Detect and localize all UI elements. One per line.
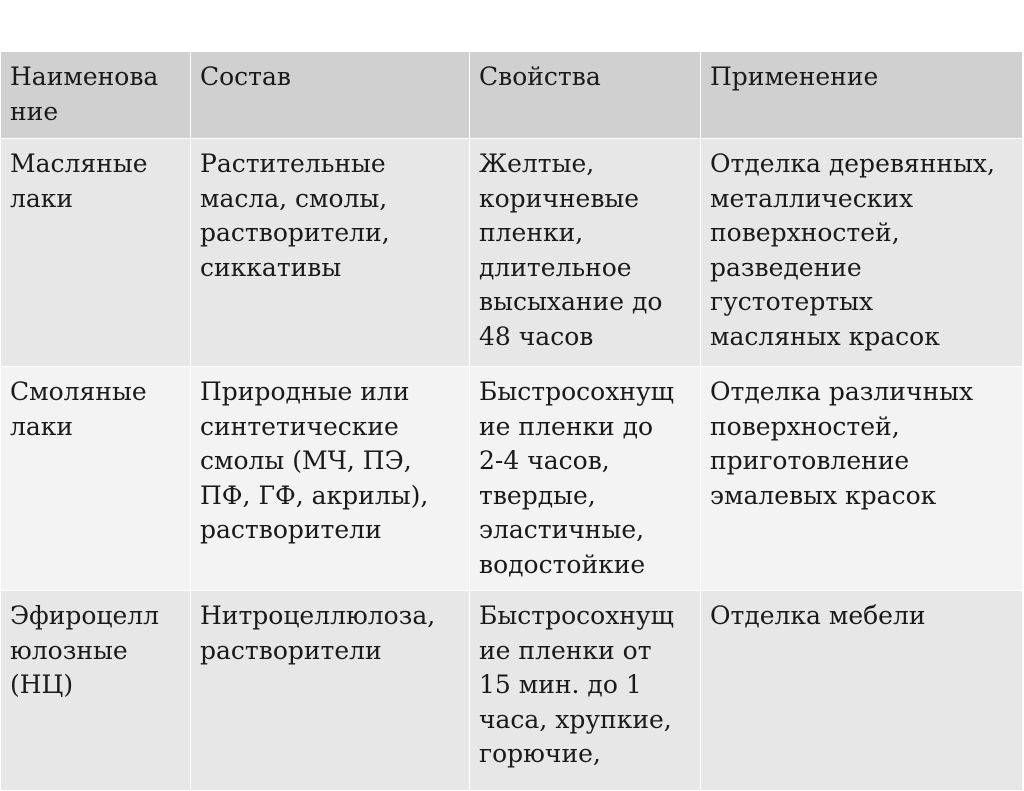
cell-composition: Нитроцеллюлоза, растворители: [191, 591, 470, 791]
cell-properties: Быстросохнущ ие пленки до 2-4 часов, твердые, эластичные, водостойкие: [470, 367, 701, 591]
table-row: [1, 139, 1023, 367]
cell-name: Эфироцелл юлозные (НЦ): [1, 591, 191, 791]
lacquers-table: [0, 51, 1023, 791]
header-properties: Свойства: [470, 52, 701, 139]
cell-composition: Растительные масла, смолы, растворители, сиккативы: [191, 139, 470, 367]
cell-name: Смоляные лаки: [1, 367, 191, 591]
table-header-row: [1, 52, 1023, 139]
header-composition: Состав: [191, 52, 470, 139]
header-application: Применение: [701, 52, 1023, 139]
cell-name: Масляные лаки: [1, 139, 191, 367]
cell-properties: Желтые, коричневые пленки, длительное высыхание до 48 часов: [470, 139, 701, 367]
cell-properties: Быстросохнущ ие пленки от 15 мин. до 1 часа, хрупкие, горючие,: [470, 591, 701, 791]
header-name: Наименова ние: [1, 52, 191, 139]
table-row: [1, 367, 1023, 591]
cell-application: Отделка различных поверхностей, приготовление эмалевых красок: [701, 367, 1023, 591]
cell-application: Отделка мебели: [701, 591, 1023, 791]
table-row: [1, 591, 1023, 791]
cell-composition: Природные или синтетические смолы (МЧ, ПЭ, ПФ, ГФ, акрилы), растворители: [191, 367, 470, 591]
cell-application: Отделка деревянных, металлических поверхностей, разведение густотертых масляных красок: [701, 139, 1023, 367]
